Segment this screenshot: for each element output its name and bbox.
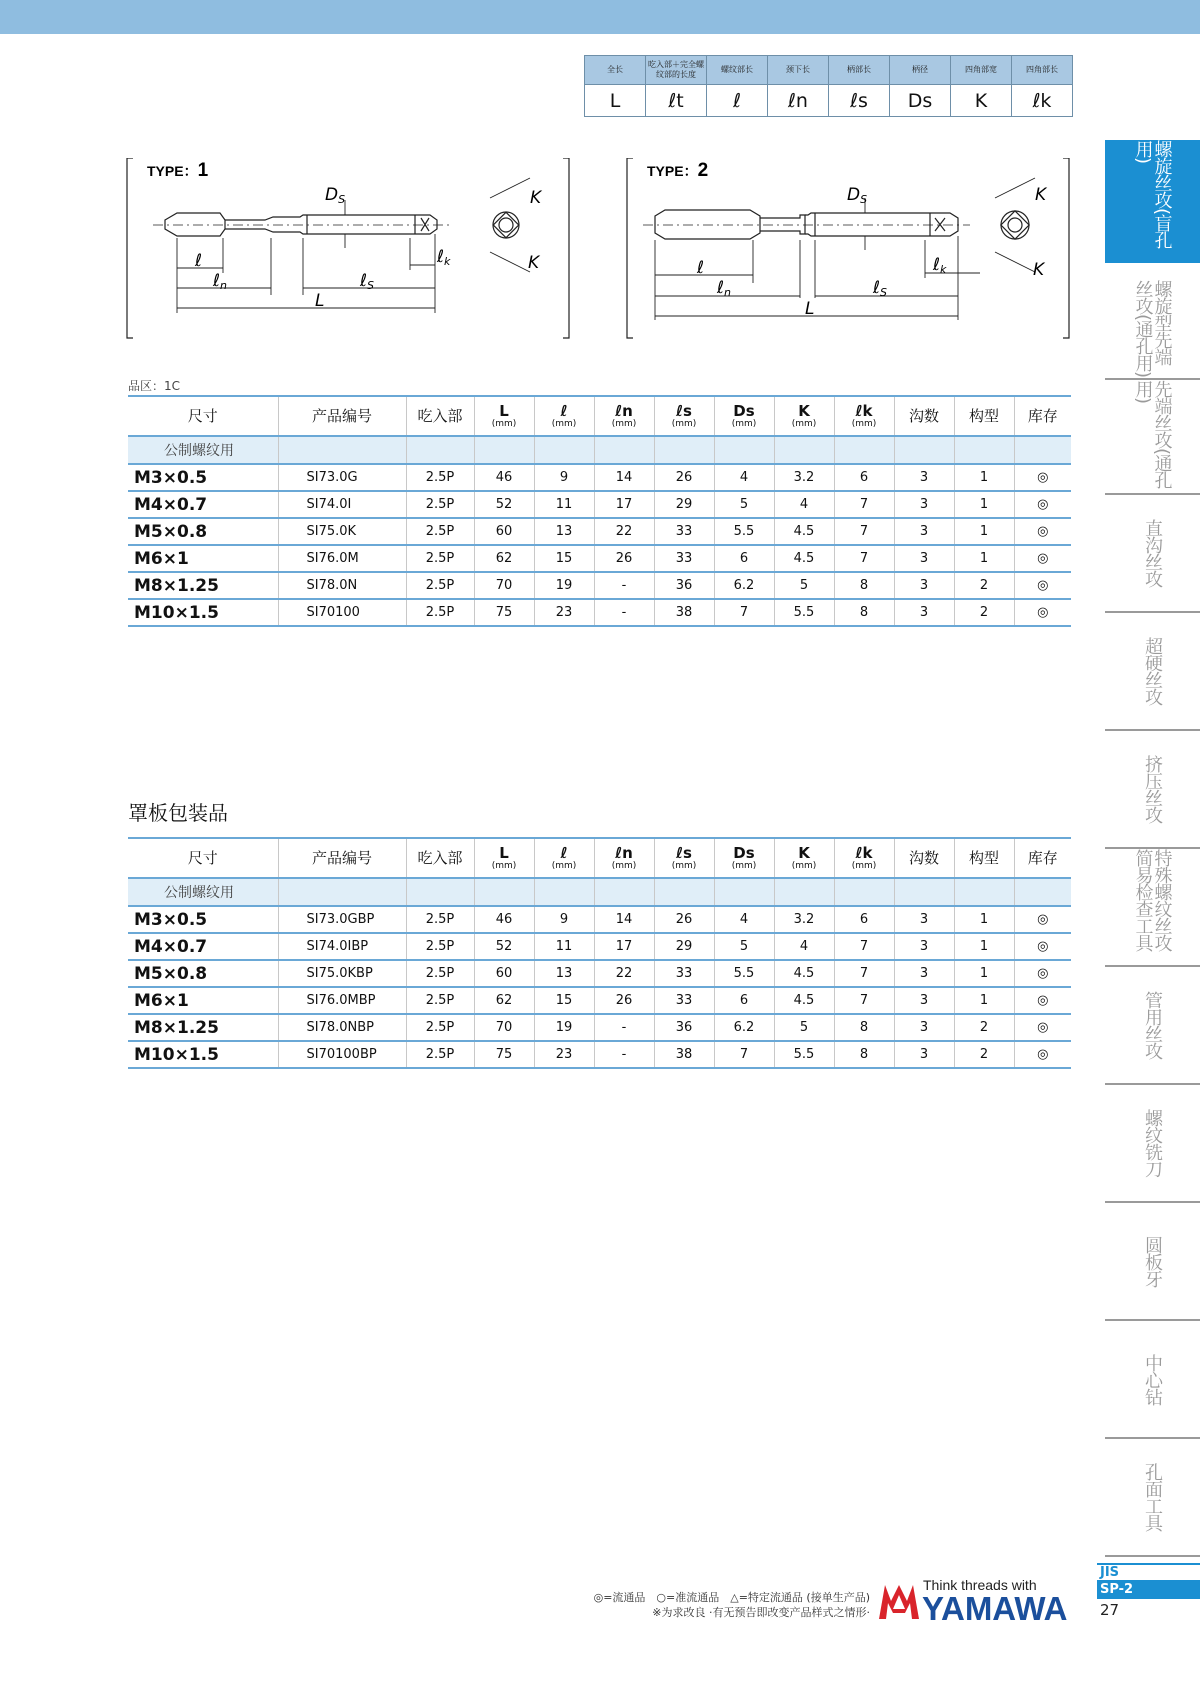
dim-label-k: K [530, 188, 542, 208]
table-cell: 5 [714, 491, 774, 518]
header-l: ℓ (mm) [534, 396, 594, 436]
table-cell: 6 [834, 464, 894, 491]
category-row [128, 436, 1071, 464]
top-band [0, 0, 1200, 34]
header-lk: ℓk (mm) [834, 838, 894, 878]
product-code-cell: SI78.0N [278, 572, 406, 599]
diagram-type-label: TYPE：2 [647, 160, 709, 181]
header-Ds: Ds (mm) [714, 838, 774, 878]
product-code-cell: SI75.0K [278, 518, 406, 545]
table-cell: 5.5 [774, 599, 834, 626]
product-code-cell: SI74.0IBP [278, 933, 406, 960]
table-cell: 6.2 [714, 1014, 774, 1041]
dim-label-ds: DS [847, 185, 868, 206]
table-cell: 3 [894, 491, 954, 518]
stock-cell: ◎ [1014, 464, 1071, 491]
table-cell: 3 [894, 572, 954, 599]
side-nav-item-carbide[interactable]: 超硬丝攻 [1105, 613, 1200, 731]
table-cell: 2.5P [406, 464, 474, 491]
table-cell: 29 [654, 491, 714, 518]
table-cell: 3 [894, 545, 954, 572]
table-cell: 5 [774, 1014, 834, 1041]
dim-label-ls: ℓS [873, 278, 888, 299]
table-cell: 3 [894, 464, 954, 491]
table-cell: 2 [954, 1041, 1014, 1068]
table-cell: 8 [834, 1041, 894, 1068]
table-cell: 14 [594, 464, 654, 491]
dim-label-k: K [528, 253, 540, 273]
legend-label: 柄部长 [829, 56, 890, 85]
header-product-code: 产品编号 [278, 838, 406, 878]
table-cell: 62 [474, 545, 534, 572]
table-cell: 7 [834, 545, 894, 572]
product-code-cell: SI74.0I [278, 491, 406, 518]
table-cell: 19 [534, 572, 594, 599]
dim-label-total-length: L [315, 291, 325, 311]
table-cell: 52 [474, 491, 534, 518]
stock-cell: ◎ [1014, 987, 1071, 1014]
table-cell: 33 [654, 545, 714, 572]
table-cell: 9 [534, 906, 594, 933]
product-code-cell: SI78.0NBP [278, 1014, 406, 1041]
table-cell: 4.5 [774, 545, 834, 572]
size-cell: M3×0.5 [128, 464, 278, 491]
table-cell: 2.5P [406, 906, 474, 933]
legend-label: 四角部宽 [951, 56, 1012, 85]
table-cell: 5 [774, 572, 834, 599]
tap-diagram-type-2 [625, 158, 1075, 343]
standard-label: JIS [1097, 1563, 1200, 1581]
header-chamfer: 吃入部 [406, 838, 474, 878]
table-cell: 2.5P [406, 960, 474, 987]
table-row [128, 1041, 1071, 1068]
dim-label-ls: ℓS [360, 271, 375, 292]
side-nav-item-spiral-point-through[interactable]: 螺旋型先端丝攻(通孔用) [1105, 280, 1200, 380]
table-cell: 7 [834, 987, 894, 1014]
size-cell: M5×0.8 [128, 518, 278, 545]
table-cell: 4.5 [774, 960, 834, 987]
legend-symbol: ℓs [829, 85, 890, 117]
brand-logo [877, 1577, 1072, 1627]
legend-label: 吃入部＋完全螺纹部的长度 [646, 56, 707, 85]
legend-label: 全长 [585, 56, 646, 85]
size-cell: M8×1.25 [128, 572, 278, 599]
symbol-legend-table [584, 55, 1073, 117]
table-cell: 70 [474, 1014, 534, 1041]
table-cell: 6 [714, 987, 774, 1014]
side-nav-item-straight-flute[interactable]: 直沟丝攻 [1105, 495, 1200, 613]
size-cell: M4×0.7 [128, 933, 278, 960]
table-cell: 11 [534, 491, 594, 518]
table-cell: 1 [954, 491, 1014, 518]
series-code: SP-2 [1097, 1581, 1200, 1599]
size-cell: M10×1.5 [128, 1041, 278, 1068]
header-l: ℓ (mm) [534, 838, 594, 878]
table-cell: 5 [714, 933, 774, 960]
table-cell: 2.5P [406, 1014, 474, 1041]
header-flutes: 沟数 [894, 396, 954, 436]
table-cell: 2 [954, 572, 1014, 599]
section-title-blister-pack: 罩板包装品 [128, 801, 228, 825]
dim-label-ln: ℓn [213, 271, 228, 292]
table-cell: 46 [474, 464, 534, 491]
table-cell: 8 [834, 1014, 894, 1041]
improvement-notice: ※为求改良 ·有无预告即改变产品样式之情形· [652, 1606, 870, 1619]
brand-name: YAMAWA [922, 1590, 1068, 1627]
table-cell: - [594, 572, 654, 599]
diagram-type-label: TYPE：1 [147, 160, 209, 181]
header-size: 尺寸 [128, 838, 278, 878]
side-nav-item-spiral-blind[interactable]: 螺旋丝攻(盲孔用) [1105, 140, 1200, 263]
legend-label: 螺纹部长 [707, 56, 768, 85]
header-K: K (mm) [774, 396, 834, 436]
dim-label-ds: DS [325, 185, 346, 206]
table-cell: 26 [594, 545, 654, 572]
table-cell: 26 [654, 464, 714, 491]
product-code-cell: SI76.0MBP [278, 987, 406, 1014]
table-cell: 17 [594, 491, 654, 518]
table-cell: 7 [834, 491, 894, 518]
table-cell: 3 [894, 1041, 954, 1068]
table-cell: 60 [474, 960, 534, 987]
legend-label: 颈下长 [768, 56, 829, 85]
header-ls: ℓs (mm) [654, 838, 714, 878]
table-cell: 70 [474, 572, 534, 599]
header-lk: ℓk (mm) [834, 396, 894, 436]
table-cell: 4 [714, 464, 774, 491]
table-cell: 13 [534, 518, 594, 545]
dim-label-ln: ℓn [717, 278, 732, 299]
product-code-cell: SI76.0M [278, 545, 406, 572]
table-cell: 60 [474, 518, 534, 545]
table-cell: 17 [594, 933, 654, 960]
table-cell: 6 [834, 906, 894, 933]
table-cell: 3 [894, 599, 954, 626]
dim-label-lk: ℓk [437, 247, 451, 268]
table-row [128, 572, 1071, 599]
table-cell: 33 [654, 987, 714, 1014]
side-nav-item-pipe[interactable]: 管用丝攻 [1105, 967, 1200, 1085]
header-stock: 库存 [1014, 396, 1071, 436]
table-header-row [128, 838, 1071, 878]
table-cell: 7 [714, 1041, 774, 1068]
table-cell: 2.5P [406, 987, 474, 1014]
table-cell: 1 [954, 987, 1014, 1014]
header-ls: ℓs (mm) [654, 396, 714, 436]
stock-legend-line: ◎=流通品 ○=准流通品 △=特定流通品 (接单生产品) [593, 1591, 870, 1604]
table-cell: 3 [894, 1014, 954, 1041]
size-cell: M5×0.8 [128, 960, 278, 987]
legend-label: 柄径 [890, 56, 951, 85]
dim-label-k: K [1035, 185, 1047, 205]
table-cell: 19 [534, 1014, 594, 1041]
table-row [128, 1014, 1071, 1041]
size-cell: M6×1 [128, 987, 278, 1014]
table-cell: 13 [534, 960, 594, 987]
stock-cell: ◎ [1014, 545, 1071, 572]
table-cell: 1 [954, 960, 1014, 987]
table-cell: 5.5 [774, 1041, 834, 1068]
table-cell: 1 [954, 933, 1014, 960]
dim-label-l: ℓ [697, 258, 705, 278]
table-cell: 2.5P [406, 491, 474, 518]
stock-cell: ◎ [1014, 491, 1071, 518]
region-label: 品区：1C [128, 379, 181, 393]
table-cell: 2.5P [406, 599, 474, 626]
tap-diagram-type-1 [125, 158, 575, 343]
dim-label-lk: ℓk [933, 255, 947, 276]
table-cell: 1 [954, 545, 1014, 572]
table-cell: 8 [834, 572, 894, 599]
table-cell: 2.5P [406, 518, 474, 545]
table-row [128, 906, 1071, 933]
table-cell: 3 [894, 987, 954, 1014]
table-cell: 15 [534, 545, 594, 572]
table-cell: 52 [474, 933, 534, 960]
category-label: 公制螺纹用 [128, 878, 278, 906]
legend-symbol: ℓn [768, 85, 829, 117]
table-cell: - [594, 1041, 654, 1068]
table-cell: - [594, 1014, 654, 1041]
table-cell: - [594, 599, 654, 626]
side-nav-item-point-through[interactable]: 先端丝攻(通孔用) [1105, 380, 1200, 495]
table-cell: 33 [654, 960, 714, 987]
table-cell: 5.5 [714, 960, 774, 987]
stock-cell: ◎ [1014, 1041, 1071, 1068]
table-cell: 4.5 [774, 518, 834, 545]
table-cell: 2.5P [406, 572, 474, 599]
header-L: L (mm) [474, 838, 534, 878]
table-row [128, 987, 1071, 1014]
table-row [128, 545, 1071, 572]
table-cell: 3.2 [774, 906, 834, 933]
table-row [128, 491, 1071, 518]
side-nav-item-center-drill[interactable]: 中心钻 [1105, 1321, 1200, 1439]
table-cell: 4 [774, 491, 834, 518]
table-cell: 23 [534, 599, 594, 626]
table-row [128, 518, 1071, 545]
table-row [128, 933, 1071, 960]
table-cell: 38 [654, 599, 714, 626]
header-type: 构型 [954, 396, 1014, 436]
legend-symbol: ℓk [1012, 85, 1073, 117]
stock-cell: ◎ [1014, 518, 1071, 545]
page-standard-box [1097, 1563, 1200, 1621]
product-code-cell: SI73.0GBP [278, 906, 406, 933]
dim-label-total-length: L [805, 299, 815, 319]
side-nav-item-special-thread[interactable]: 特殊螺纹丝攻简易检查工具 [1105, 849, 1200, 967]
header-type: 构型 [954, 838, 1014, 878]
header-Ds: Ds (mm) [714, 396, 774, 436]
side-nav-item-forming[interactable]: 挤压丝攻 [1105, 731, 1200, 849]
dim-label-l: ℓ [195, 251, 203, 271]
stock-cell: ◎ [1014, 572, 1071, 599]
table-cell: 3 [894, 518, 954, 545]
table-cell: 15 [534, 987, 594, 1014]
table-cell: 36 [654, 1014, 714, 1041]
legend-symbol-row [585, 85, 1073, 117]
legend-label-row [585, 56, 1073, 85]
table-cell: 1 [954, 518, 1014, 545]
stock-cell: ◎ [1014, 960, 1071, 987]
side-nav-item-hole-tool[interactable]: 孔面工具 [1105, 1439, 1200, 1557]
table-cell: 4 [714, 906, 774, 933]
table-cell: 7 [834, 933, 894, 960]
page-number: 27 [1100, 1601, 1120, 1619]
table-row [128, 464, 1071, 491]
dim-label-k: K [1033, 260, 1045, 280]
table-cell: 2.5P [406, 1041, 474, 1068]
legend-symbol: L [585, 85, 646, 117]
table-cell: 2 [954, 1014, 1014, 1041]
stock-legend [590, 1590, 870, 1620]
table-cell: 7 [834, 960, 894, 987]
table-cell: 38 [654, 1041, 714, 1068]
table-cell: 8 [834, 599, 894, 626]
side-nav-item-die[interactable]: 圆板牙 [1105, 1203, 1200, 1321]
table-cell: 4 [774, 933, 834, 960]
table-cell: 3 [894, 906, 954, 933]
header-stock: 库存 [1014, 838, 1071, 878]
table-cell: 62 [474, 987, 534, 1014]
legend-symbol: ℓ [707, 85, 768, 117]
header-chamfer: 吃入部 [406, 396, 474, 436]
table-cell: 29 [654, 933, 714, 960]
table-row [128, 960, 1071, 987]
header-ln: ℓn (mm) [594, 838, 654, 878]
brand-tagline: Think threads with [923, 1577, 1037, 1593]
table-cell: 33 [654, 518, 714, 545]
stock-cell: ◎ [1014, 599, 1071, 626]
table-cell: 23 [534, 1041, 594, 1068]
size-cell: M8×1.25 [128, 1014, 278, 1041]
yamawa-mark-icon [877, 1581, 921, 1621]
legend-label: 四角部长 [1012, 56, 1073, 85]
product-code-cell: SI75.0KBP [278, 960, 406, 987]
spec-table-blister-pack [128, 837, 1071, 1069]
table-cell: 36 [654, 572, 714, 599]
table-cell: 4.5 [774, 987, 834, 1014]
header-ln: ℓn (mm) [594, 396, 654, 436]
table-cell: 75 [474, 1041, 534, 1068]
table-row [128, 599, 1071, 626]
table-cell: 6.2 [714, 572, 774, 599]
table-cell: 3 [894, 933, 954, 960]
category-row [128, 878, 1071, 906]
table-cell: 5.5 [714, 518, 774, 545]
stock-cell: ◎ [1014, 933, 1071, 960]
table-cell: 9 [534, 464, 594, 491]
legend-symbol: K [951, 85, 1012, 117]
table-cell: 11 [534, 933, 594, 960]
header-product-code: 产品编号 [278, 396, 406, 436]
header-K: K (mm) [774, 838, 834, 878]
legend-symbol: Ds [890, 85, 951, 117]
table-cell: 2 [954, 599, 1014, 626]
table-cell: 1 [954, 906, 1014, 933]
category-label: 公制螺纹用 [128, 436, 278, 464]
header-flutes: 沟数 [894, 838, 954, 878]
legend-symbol: ℓt [646, 85, 707, 117]
table-cell: 14 [594, 906, 654, 933]
table-cell: 1 [954, 464, 1014, 491]
table-cell: 2.5P [406, 933, 474, 960]
table-cell: 26 [594, 987, 654, 1014]
stock-cell: ◎ [1014, 1014, 1071, 1041]
product-code-cell: SI70100BP [278, 1041, 406, 1068]
table-cell: 22 [594, 518, 654, 545]
table-header-row [128, 396, 1071, 436]
table-cell: 3 [894, 960, 954, 987]
table-cell: 3.2 [774, 464, 834, 491]
size-cell: M10×1.5 [128, 599, 278, 626]
table-cell: 26 [654, 906, 714, 933]
table-cell: 7 [834, 518, 894, 545]
spec-table-standard [128, 395, 1071, 627]
table-cell: 22 [594, 960, 654, 987]
size-cell: M4×0.7 [128, 491, 278, 518]
side-nav-item-thread-mill[interactable]: 螺纹铣刀 [1105, 1085, 1200, 1203]
size-cell: M6×1 [128, 545, 278, 572]
table-cell: 6 [714, 545, 774, 572]
size-cell: M3×0.5 [128, 906, 278, 933]
header-size: 尺寸 [128, 396, 278, 436]
header-L: L (mm) [474, 396, 534, 436]
table-cell: 75 [474, 599, 534, 626]
table-cell: 7 [714, 599, 774, 626]
table-cell: 46 [474, 906, 534, 933]
table-cell: 2.5P [406, 545, 474, 572]
product-code-cell: SI70100 [278, 599, 406, 626]
product-code-cell: SI73.0G [278, 464, 406, 491]
stock-cell: ◎ [1014, 906, 1071, 933]
